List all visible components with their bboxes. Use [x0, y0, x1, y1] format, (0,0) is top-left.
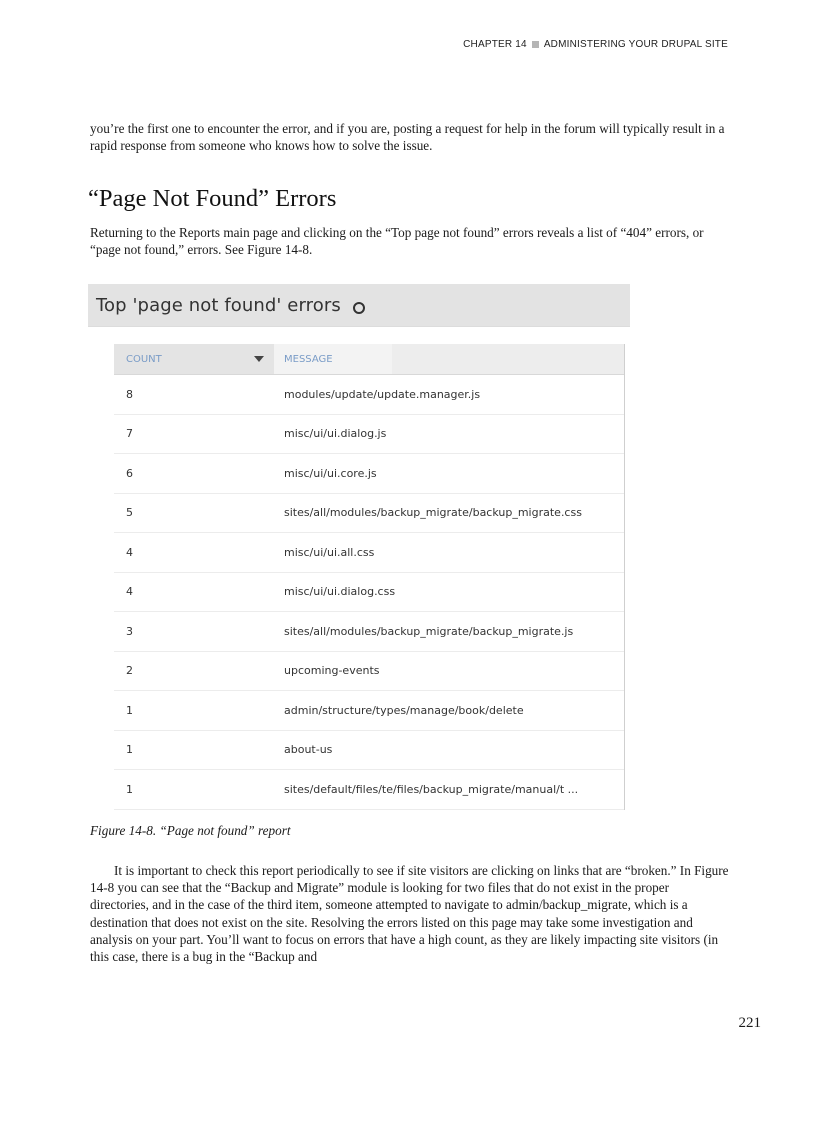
- table-body: [114, 375, 624, 810]
- page-number: 221: [738, 1015, 761, 1031]
- column-header-message[interactable]: MESSAGE: [274, 344, 392, 374]
- table-row: [114, 731, 624, 771]
- row-count: 1: [126, 703, 133, 717]
- row-count: 1: [126, 743, 133, 757]
- row-message: upcoming-events: [284, 664, 380, 678]
- running-head-chapter: CHAPTER 14: [463, 39, 527, 50]
- table-row: [114, 375, 624, 415]
- row-message: sites/all/modules/backup_migrate/backup_migrate.js: [284, 624, 574, 638]
- table-row: [114, 652, 624, 692]
- row-count: 6: [126, 466, 133, 480]
- table-row: [114, 573, 624, 613]
- table-row: [114, 415, 624, 455]
- row-message: sites/default/files/te/files/backup_migrate/manual/t ...: [284, 782, 579, 796]
- row-count: 4: [126, 585, 133, 599]
- row-message: sites/all/modules/backup_migrate/backup_migrate.css: [284, 506, 582, 520]
- table-row: [114, 533, 624, 573]
- figure-screenshot: [88, 284, 630, 801]
- row-message: misc/ui/ui.dialog.css: [284, 585, 396, 599]
- row-message: about-us: [284, 743, 333, 757]
- row-message: misc/ui/ui.all.css: [284, 545, 375, 559]
- figure-caption: Figure 14-8. “Page not found” report: [90, 823, 291, 838]
- row-count: 8: [126, 387, 133, 401]
- table-row: [114, 612, 624, 652]
- row-count: 5: [126, 506, 133, 520]
- sort-descending-icon: [254, 356, 264, 362]
- row-count: 3: [126, 624, 133, 638]
- row-count: 1: [126, 782, 133, 796]
- column-header-count-label: COUNT: [126, 353, 162, 365]
- running-head: [463, 39, 728, 50]
- table-row: [114, 494, 624, 534]
- table-header: [114, 344, 624, 375]
- body-paragraph: It is important to check this report periodically to see if site visitors are clicking on links that are “broken.” In Figure 14-8 you can see that the “Backup and Migrate” module is looking for two files that do not exist in the proper directories, and in the case of the third item, someone attempted to navigate to admin/backup_migrate, which is a destination that does not exist on the site. Resolving the errors listed on this page may take some investigation and analysis on your part. You’ll want to focus on errors that have a high count, as they are likely impacting site visitors (in this case, there is a bug in the “Backup and: [90, 863, 729, 965]
- row-count: 7: [126, 427, 133, 441]
- section-paragraph: Returning to the Reports main page and clicking on the “Top page not found” errors reveals a list of “404” errors, or “page not found,” errors. See Figure 14-8.: [90, 225, 704, 258]
- figure-title-bar: [88, 284, 630, 327]
- table-row: [114, 454, 624, 494]
- row-message: misc/ui/ui.dialog.js: [284, 427, 387, 441]
- row-message: misc/ui/ui.core.js: [284, 466, 377, 480]
- separator-square-icon: [532, 41, 539, 48]
- table-row: [114, 691, 624, 731]
- row-message: modules/update/update.manager.js: [284, 387, 481, 401]
- section-heading: “Page Not Found” Errors: [88, 185, 337, 212]
- figure-title: Top 'page not found' errors: [96, 294, 341, 316]
- column-header-count[interactable]: [114, 344, 274, 374]
- intro-paragraph: you’re the first one to encounter the error, and if you are, posting a request for help in the forum will typically result in a rapid response from someone who knows how to solve the issue.: [90, 121, 725, 154]
- row-message: admin/structure/types/manage/book/delete: [284, 703, 524, 717]
- gear-icon[interactable]: [353, 302, 365, 314]
- row-count: 4: [126, 545, 133, 559]
- row-count: 2: [126, 664, 133, 678]
- running-head-title: ADMINISTERING YOUR DRUPAL SITE: [543, 39, 728, 50]
- errors-table: [114, 344, 625, 810]
- table-row: [114, 770, 624, 810]
